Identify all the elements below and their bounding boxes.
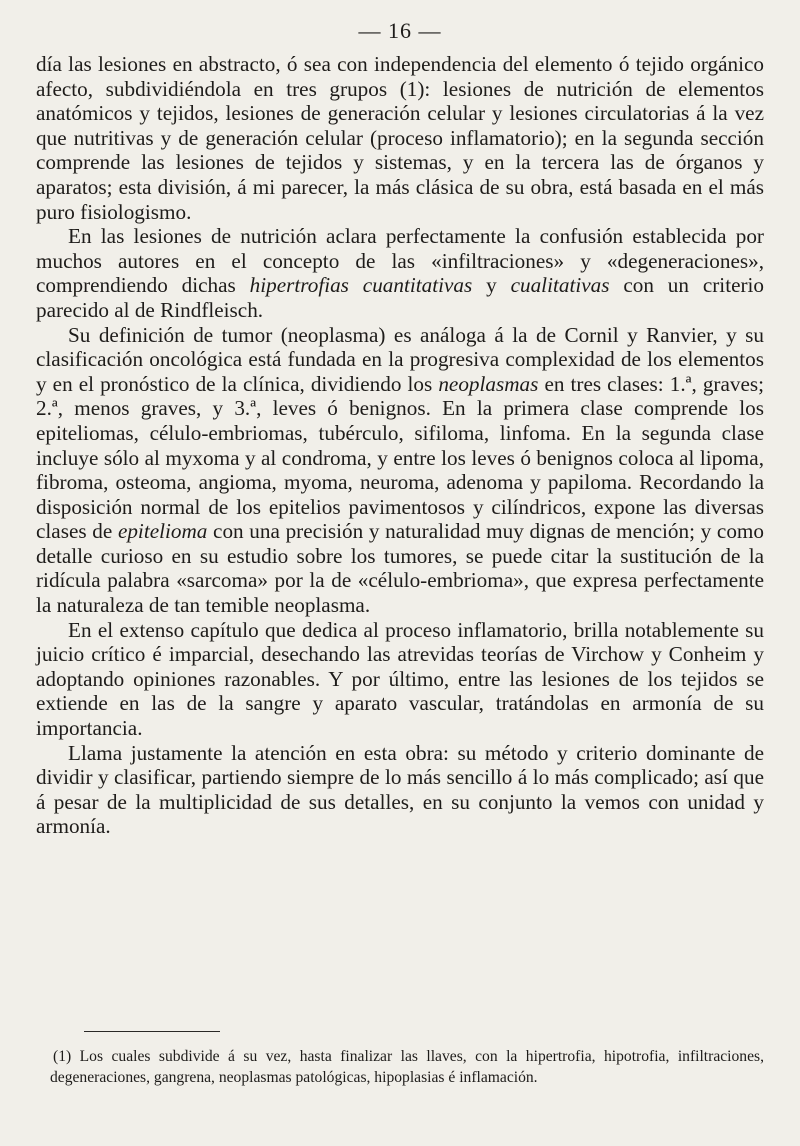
body-text xyxy=(36,52,764,839)
text-run: y xyxy=(472,273,511,298)
italic-run: epitelioma xyxy=(117,519,208,544)
paragraph-1 xyxy=(36,52,764,224)
text-run: con una precisión y naturalidad muy dignas de mención; y como detalle curioso en su estudio sobre los tumores, se puede citar la sustitución de la ridícula palabra «sarcoma» por la de «célulo-embrioma», que expresa perfectamente la naturaleza de tan temible neoplasma. xyxy=(36,519,764,618)
italic-run: neoplasmas xyxy=(438,371,539,396)
paragraph-4 xyxy=(36,618,764,741)
text-run: día las lesiones en abstracto, ó sea con independencia del elemento ó tejido orgánico afecto, subdividiéndola en tres grupos (1): lesiones de nutrición de elementos anatómicos y tejidos, lesiones de generación celular y lesiones circulatorias á la vez que nutritivas y de generación celular (proceso inflamatorio); en la segunda sección comprende las lesiones de tejidos y sistemas, y en la tercera las de órganos y aparatos; esta división, á mi parecer, la más clásica de su obra, está basada en el más puro fisiologismo. xyxy=(36,52,764,224)
text-run: Su definición de tumor (neoplasma) es análoga á la de Cornil y Ranvier, y su clasificación oncológica está fundada en la progresiva complexidad de los elementos y en el pronóstico de la clínica, dividiendo los xyxy=(36,322,764,396)
text-run: En el extenso capítulo que dedica al proceso inflamatorio, brilla notablemente su juicio crítico é imparcial, desechando las atrevidas teorías de Virchow y Conheim y adoptando opiniones razonables. Y por último, entre las lesiones de los tejidos se extiende en las de la sangre y aparato vascular, tratándolas en armonía de su importancia. xyxy=(36,617,764,741)
text-run: Llama justamente la atención en esta obra: su método y criterio dominante de dividir y clasificar, partiendo siempre de lo más sencillo á lo más complicado; así que á pesar de la multiplicidad de sus detalles, en su conjunto la vemos con unidad y armonía. xyxy=(36,740,764,839)
text-run: con un criterio parecido al de Rindfleisch. xyxy=(36,273,765,322)
italic-run: cualitativas xyxy=(510,273,610,298)
paragraph-5 xyxy=(36,741,764,839)
page-number: — 16 — xyxy=(358,18,442,43)
footnote-divider xyxy=(84,1031,220,1032)
footnote: (1) Los cuales subdivide á su vez, hasta finalizar las llaves, con la hipertrofia, hipotrofia, infiltraciones, degeneraciones, gangrena, neoplasmas patológicas, hipoplasias é inflamación. xyxy=(50,1048,764,1086)
text-run: En las lesiones de nutrición aclara perfectamente la confusión establecida por muchos autores en el concepto de las «infiltraciones» y «degeneraciones», comprendiendo dichas xyxy=(36,224,764,298)
paragraph-3 xyxy=(36,323,764,618)
italic-run: hipertrofias cuantitativas xyxy=(249,273,473,298)
paragraph-2 xyxy=(36,224,764,322)
text-run: en tres clases: 1.ª, graves; 2.ª, menos graves, y 3.ª, leves ó benignos. En la primera clase comprende los epiteliomas, célulo-embriomas, tubérculo, sifiloma, linfoma. En la segunda clase incluye sólo al myxoma y al condroma, y entre los leves ó benignos coloca al lipoma, fibroma, osteoma, angioma, myoma, neuroma, adenoma y papiloma. Recordando la disposición normal de los epitelios pavimentosos y cilíndricos, expone las diversas clases de xyxy=(36,371,765,544)
